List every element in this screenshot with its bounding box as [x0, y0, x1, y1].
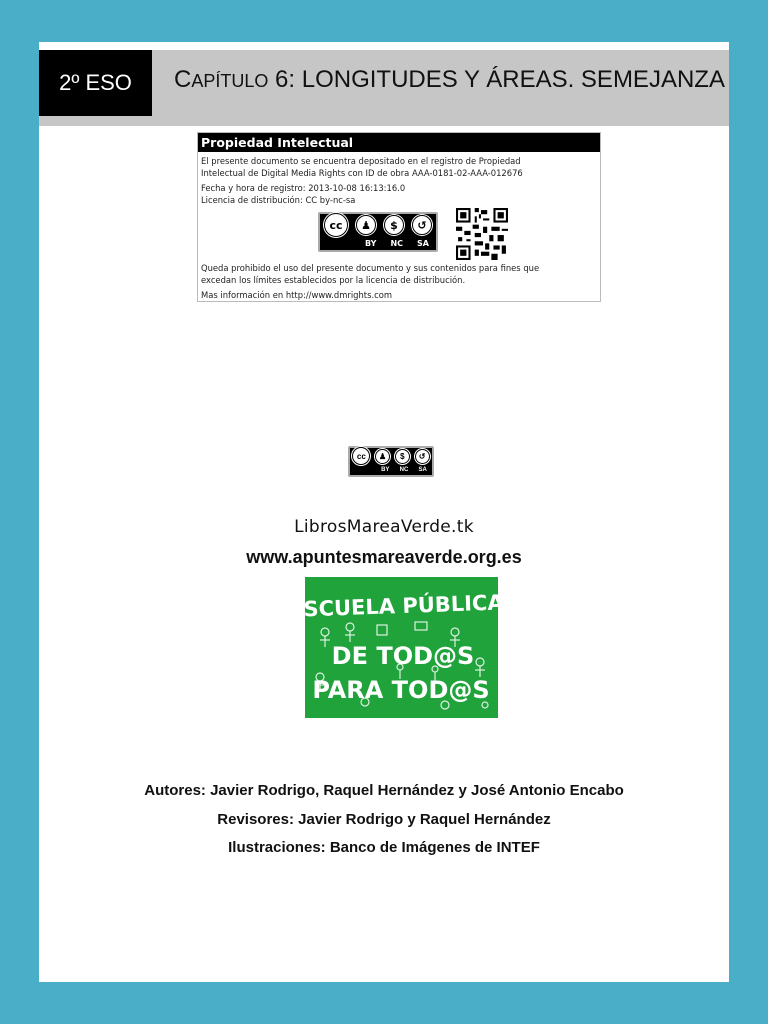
- noncommercial-icon: $: [395, 449, 410, 464]
- site-link-apuntes[interactable]: www.apuntesmareaverde.org.es: [246, 547, 522, 567]
- chapter-prefix-cap: C: [174, 66, 192, 93]
- cc-license-badge-large: [348, 446, 434, 477]
- authors-line: Autores: Javier Rodrigo, Raquel Hernández y José Antonio Encabo: [144, 782, 624, 799]
- poster-line-1: ESCUELA PÚBLICA:: [288, 590, 513, 622]
- cc-license-badge: [318, 212, 438, 252]
- grade-label: 2º ESO: [39, 50, 152, 116]
- cc-by-label: BY: [381, 466, 390, 473]
- escuela-publica-poster: [288, 577, 513, 718]
- ip-badges: [198, 210, 600, 260]
- qr-code-icon: [456, 208, 508, 260]
- cc-nc-label: NC: [399, 466, 409, 473]
- chapter-name: 6: LONGITUDES Y ÁREAS. SEMEJANZA: [268, 66, 725, 93]
- ip-text-line: El presente documento se encuentra depositado en el registro de Propiedad: [201, 156, 521, 166]
- poster-line-3: PARA TOD@S: [312, 676, 490, 704]
- cc-sa-label: SA: [417, 238, 429, 248]
- attribution-icon: ♟: [375, 449, 390, 464]
- chapter-title: [174, 66, 725, 94]
- noncommercial-icon: $: [384, 215, 404, 235]
- cc-nc-label: NC: [390, 238, 404, 248]
- poster-drawing: [288, 577, 513, 718]
- document-page: [39, 42, 729, 982]
- ip-registration-date: Fecha y hora de registro: 2013-10-08 16:13:16.0: [201, 183, 406, 193]
- intellectual-property-notice: [197, 132, 601, 302]
- cc-logo-icon: cc: [324, 213, 348, 237]
- poster-line-2: DE TOD@S: [331, 642, 475, 670]
- sharealike-icon: ↺: [412, 215, 432, 235]
- attribution-icon: ♟: [356, 215, 376, 235]
- ip-more-info: Mas información en http://www.dmrights.com: [201, 290, 392, 300]
- ip-text-line: excedan los límites establecidos por la licencia de distribución.: [201, 274, 466, 285]
- sharealike-icon: ↺: [415, 449, 430, 464]
- cc-by-label: BY: [365, 238, 377, 248]
- reviewers-line: Revisores: Javier Rodrigo y Raquel Hernández: [217, 811, 551, 828]
- illustrations-line: Ilustraciones: Banco de Imágenes de INTEF: [228, 839, 540, 856]
- cc-sa-label: SA: [418, 466, 427, 473]
- ip-text-line: Intelectual de Digital Media Rights con ID de obra AAA-0181-02-AAA-012676: [201, 167, 523, 178]
- ip-title: Propiedad Intelectual: [198, 133, 600, 152]
- chapter-prefix-rest: APÍTULO: [191, 71, 269, 91]
- ip-license: Licencia de distribución: CC by-nc-sa: [201, 194, 356, 205]
- cc-logo-icon: cc: [352, 447, 370, 465]
- ip-text-line: Queda prohibido el uso del presente documento y sus contenidos para fines que: [201, 263, 540, 273]
- site-link-libros[interactable]: LibrosMareaVerde.tk: [294, 517, 474, 537]
